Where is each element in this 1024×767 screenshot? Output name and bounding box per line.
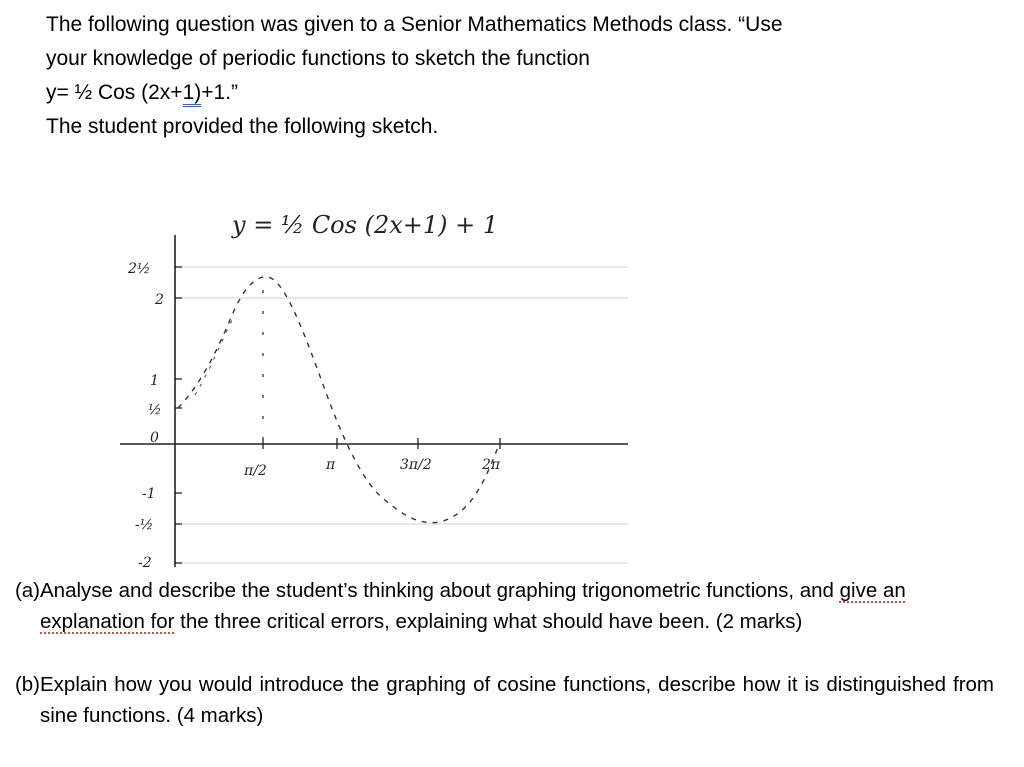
y-tick-label: -½ <box>135 517 154 533</box>
y-tick-label: -2 <box>138 555 152 571</box>
y-tick-label: 2 <box>155 292 164 308</box>
y-tick-label: -1 <box>142 486 156 502</box>
function-underlined-part: 1) <box>183 81 202 107</box>
sketched-curve <box>178 277 498 523</box>
intro-text <box>46 8 986 144</box>
intro-line-3 <box>46 76 986 110</box>
y-tick-label: 0 <box>150 430 159 446</box>
question-a-dotted-underline: give an explanation for <box>40 579 906 633</box>
intro-line-1: The following question was given to a Senior Mathematics Methods class. “Use <box>46 13 783 36</box>
x-tick-label: π <box>326 457 336 473</box>
function-suffix: +1.” <box>201 81 239 104</box>
question-a-main: Analyse and describe the student’s thinking about graphing trigonometric functions, and <box>40 579 840 602</box>
y-tick-label: ½ <box>148 402 162 418</box>
student-sketch <box>120 195 640 575</box>
x-tick-label: π/2 <box>244 463 267 479</box>
y-tick-label: 2½ <box>128 261 151 277</box>
function-prefix: y= ½ Cos (2x+ <box>46 81 183 104</box>
y-tick-label: 1 <box>150 373 159 389</box>
sketched-curve-inner-stroke <box>195 320 232 395</box>
sketch-equation: y = ½ Cos (2x+1) + 1 <box>232 211 499 239</box>
question-a <box>0 575 1000 637</box>
x-tick-label: 3π/2 <box>400 457 432 473</box>
question-a-label: (a) <box>14 579 40 602</box>
question-b-text: Explain how you would introduce the graphing of cosine functions, describe how it is distinguished from sine functions. (4 marks) <box>40 673 994 727</box>
intro-line-4: The student provided the following sketch. <box>46 115 439 138</box>
intro-line-2: your knowledge of periodic functions to sketch the function <box>46 47 590 70</box>
question-b-label: (b) <box>14 673 40 696</box>
x-tick-label: 2π <box>482 457 501 473</box>
question-a-rest: the three critical errors, explaining what should have been. (2 marks) <box>174 610 803 633</box>
question-b <box>0 669 994 731</box>
question-a-text <box>40 575 1000 637</box>
